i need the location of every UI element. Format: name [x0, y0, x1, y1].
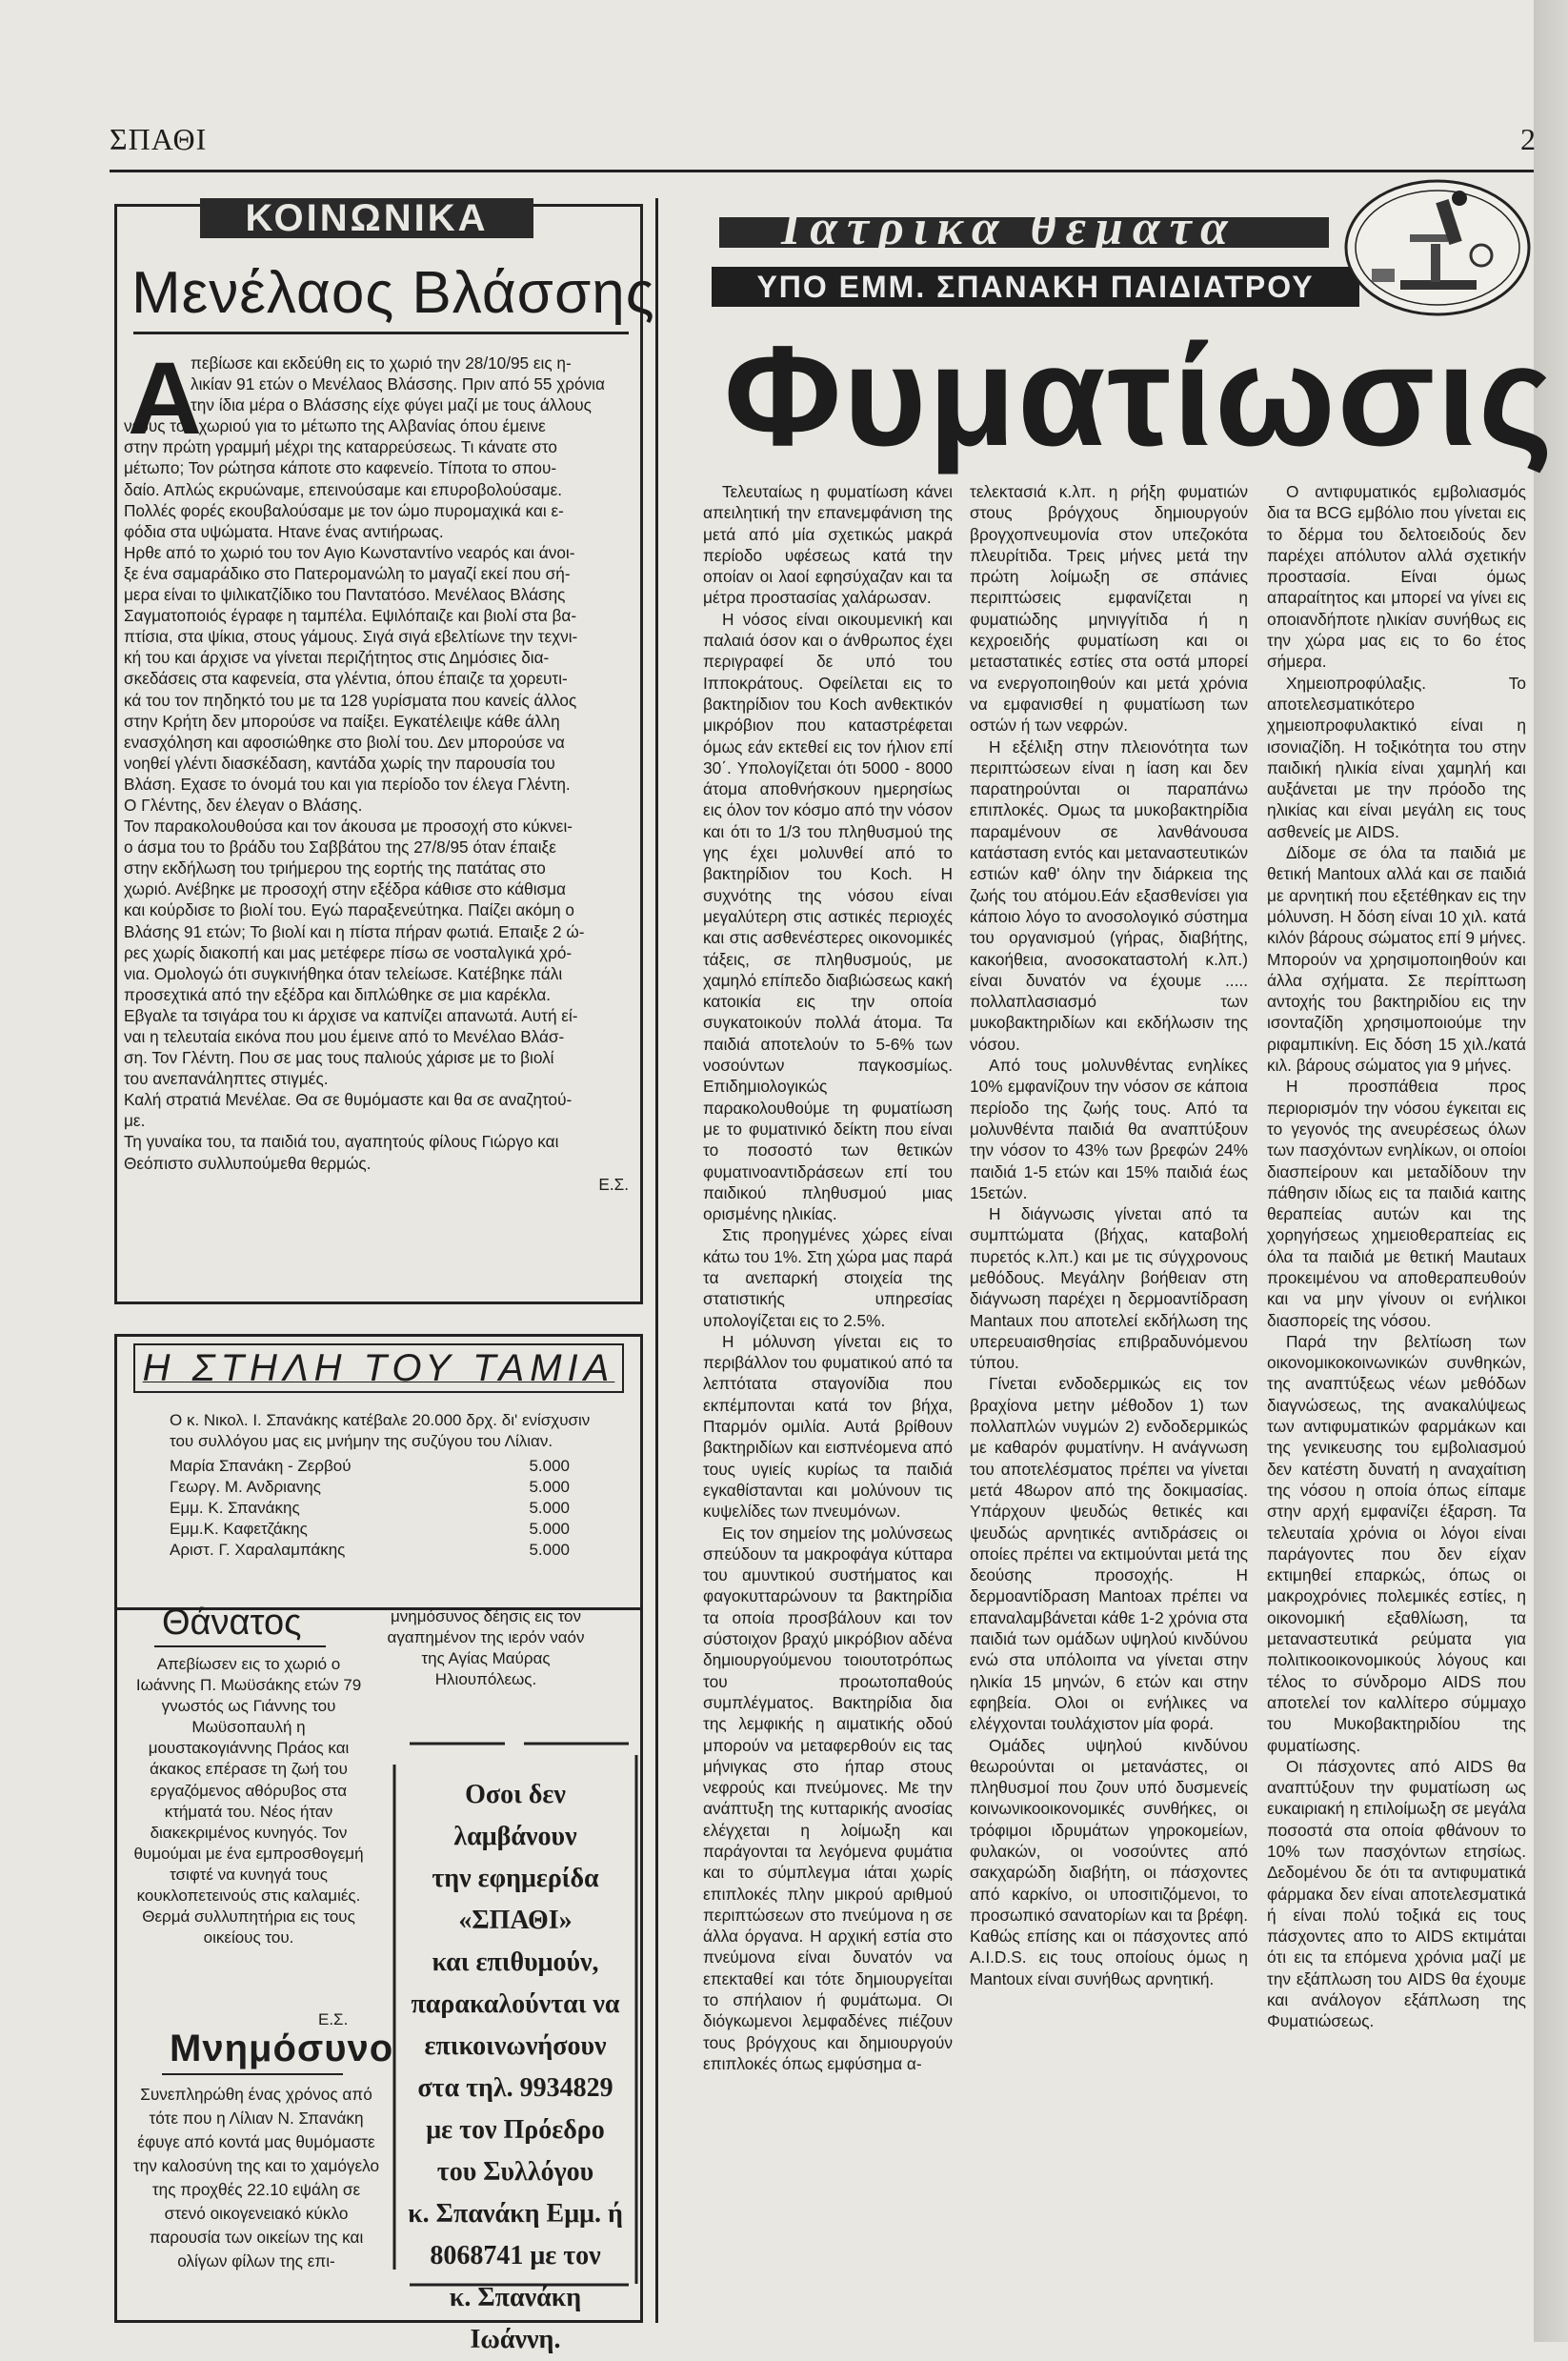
- article-paragraph: τελεκτασιά κ.λπ. η ρήξη φυματιών στους βρόγχους δημιουργούν βρογχοπνευμονία στον υπεζοκότα πλευρίτιδα. Τρεις μήνες μετά την πρώτη λοίμωξη σε σπάνιες περιπτώσεις εμφανίζεται η φυματιώδης μηνιγγίτιδα ή η κεχροειδής φυματίωση και οι μεταστατικές εστίες στα οστά μπορεί να ενεργοποιηθούν και μετά χρόνια να εμφανισθεί η φυματίωση των οστών ή των νεφρών.: [970, 482, 1248, 736]
- thanatos-text-continued: μνημόσυνος δέησις εις τον αγαπημένον της ιερόν ναόν της Αγίας Μαύρας Ηλιουπόλεως.: [387, 1607, 585, 1689]
- koinonika-line: ναι η τελευταία εικόνα που μου έμεινε από το Μενέλαο Βλάσ-: [124, 1027, 565, 1046]
- notice-line: κ. Σπανάκη: [449, 2283, 582, 2312]
- article-paragraph: Οι πάσχοντες από AIDS θα αναπτύξουν την φυματίωση ως ευκαιριακή η επιλοίμωξη σε μεγάλα ποσοστά στα οποία φθάνουν το 10% των πασχόντων ετησίως. Δεδομένου δε ότι τα αντιφυματικά φάρμακα δεν είναι αποτελεσματικά ή είναι πολύ τοξικά εις τους πάσχοντες απο το AIDS εκτιμάται ότι εις τα επόμενα χρόνια μαζί με την εξάπλωση του AIDS θα έχουμε και ανάλογον εξάπλωση της Φυματιώσεως.: [1267, 1756, 1526, 2031]
- koinonika-body: [124, 340, 638, 1195]
- donation-amount: 5.000: [529, 1520, 570, 1538]
- notice-line: «ΣΠΑΘΙ»: [458, 1906, 573, 1935]
- koinonika-line: κή του και άρχισε να γίνεται περιζήτητος στις Δημόσιες δια-: [124, 648, 550, 668]
- koinonika-line: Ηρθε από το χωριό του τον Αγιο Κωνσταντίνο νεαρός και άνοι-: [124, 542, 575, 562]
- title-underline: [133, 332, 629, 334]
- koinonika-line: Καλή στρατιά Μενέλαε. Θα σε θυμόμαστε και θα σε αναζητού-: [124, 1090, 573, 1110]
- drop-cap: Α: [128, 340, 202, 455]
- article-column-1: [703, 481, 953, 2074]
- donation-amount: 5.000: [529, 1541, 570, 1559]
- koinonika-line: μερα είναι το ψιλικατζίδικο του Παντατόσο. Μενέλαος Βλάσης: [124, 585, 566, 605]
- subscription-notice: [391, 1736, 640, 2354]
- koinonika-line: νοηθεί γλέντι διασκέδαση, καντάδα χωρίς την παρουσία του: [124, 753, 555, 773]
- donation-row: [170, 1519, 570, 1540]
- koinonika-line: Ο Γλέντης, δεν έλεγαν ο Βλάσης.: [124, 795, 363, 815]
- article-paragraph: Γίνεται ενδοδερμικώς εις τον βραχίονα μετην μέθοδον 1) των πολλαπλών νυγμών 2) ενδοδερμικώς με καθαρόν φυματίνην. Η ανάγνωση του αποτελέσματος πρέπει να γίνεται μετά 48ωρον από της δοκιμασίας. Υπάρχουν ψευδώς θετικές και ψευδώς αρνητικές αντιδράσεις οι οποίες πρέπει να εκτιμούνται μετά της δεούσης προσοχής. Η δερμοαντίδραση Mantoax πρέπει να επαναλαμβάνεται κάθε 1-2 χρόνια στα παιδιά των ομάδων υψηλού κινδύνου ενώ στα υπόλοιπα να γίνεται στην ηλικία 15 μηνών, 6 ετών και στην εφηβεία. Ολοι οι ενήλικες να ελέγχονται τουλάχιστον μία φορά.: [970, 1374, 1248, 1734]
- article-byline: ΥΠΟ ΕΜΜ. ΣΠΑΝΑΚΗ ΠΑΙΔΙΑΤΡΟΥ: [712, 267, 1359, 307]
- donor-name: Αριστ. Γ. Χαραλαμπάκης: [170, 1541, 346, 1559]
- header-rule: [110, 170, 1534, 172]
- article-column-2: [970, 481, 1248, 1989]
- koinonika-line: Σαγματοποιός έγραφε η ταμπέλα. Εψιλόπαιζε και βιολί στα βα-: [124, 606, 577, 626]
- koinonika-line: πεβίωσε και εκδεύθη εις το χωριό την 28/10/95 εις η-: [191, 353, 572, 373]
- notice-line: με τον Πρόεδρο: [426, 2115, 605, 2145]
- column-divider: [655, 198, 658, 2323]
- koinonika-line: ρες χωρίς διακοπή και μας μετέφερε πίσω σε νοσταλγικά χρό-: [124, 942, 573, 962]
- donation-amount: 5.000: [529, 1499, 570, 1517]
- koinonika-line: νια. Ομολογώ ότι συγκινήθηκα όταν τελείωσε. Κατέβηκε πάλι: [124, 963, 563, 983]
- article-paragraph: Δίδομε σε όλα τα παιδιά με θετική Mantoux αλλά και σε παιδιά με αρνητική που εξετέθηκαν εις την μόλυνση. Η δόση είναι 10 χιλ. κατά κιλόν βάρους σώματος επί 9 μήνες. Μπορούν να χρησιμοποιηθούν και άλλα σχήματα. Σε περίπτωση αντοχής του βακτηριδίου εις την ισονταζίδη χρησιμοποιούμε την ριφαμπικίνη. Εις δόση 15 χιλ./κατά κιλ. βάρους σώματος για 9 μήνες.: [1267, 843, 1526, 1076]
- donation-row: [170, 1540, 570, 1561]
- koinonika-line: Τον παρακολουθούσα και τον άκουσα με προσοχή στο κύκνει-: [124, 817, 573, 837]
- koinonika-signature: Ε.Σ.: [598, 1174, 629, 1194]
- koinonika-line: ο άσμα του το βράδυ του Σαββάτου της 27/8/95 όταν έπαιξε: [124, 837, 556, 858]
- mnimosyno-underline: [162, 2073, 343, 2075]
- koinonika-line: Τη γυναίκα του, τα παιδιά του, αγαπητούς φίλους Γιώργο και: [124, 1132, 559, 1152]
- koinonika-line: Θεόπιστο συλλυπούμεθα θερμώς.: [124, 1153, 372, 1173]
- koinonika-line: προσεχτικά από την εξέδρα και διπλώθηκε σε μια καρέκλα.: [124, 984, 552, 1004]
- donation-row: [170, 1498, 570, 1519]
- notice-line: του Συλλόγου: [436, 2157, 594, 2187]
- mnimosyno-title: Μνημόσυνο: [170, 2028, 394, 2069]
- article-column-3: [1267, 481, 1526, 2032]
- article-kicker: Ιατρικά θέματα: [781, 201, 1237, 255]
- koinonika-line: Βλάση. Εχασε το όνομά του και για περίοδο τον έλεγα Γλέντη.: [124, 774, 571, 794]
- notice-line: την εφημερίδα: [432, 1864, 599, 1893]
- notice-line: και επιθυμούν,: [432, 1947, 599, 1977]
- microscope-icon: [1343, 177, 1532, 318]
- notice-line: επικοινωνήσουν: [424, 2031, 607, 2061]
- notice-line: Οσοι δεν: [465, 1780, 566, 1809]
- notice-line: κ. Σπανάκη Εμμ. ή: [408, 2199, 623, 2229]
- koinonika-line: την ίδια μέρα ο Βλάσσης είχε φύγει μαζί με τους άλλους: [191, 395, 592, 415]
- koinonika-line: λικίαν 91 ετών ο Μενέλαος Βλάσσης. Πριν από 55 χρόνια: [191, 374, 605, 394]
- article-paragraph: Ομάδες υψηλού κινδύνου θεωρούνται οι μετανάστες, οι πληθυσμοί που ζουν υπό δυσμενείς κοινωνικοοικονομικές συνθήκες, οι τρόφιμοι ιδρυμάτων γηροκομείων, φυλακών, οι νοσούντες από σακχαρώδη διαβήτη, οι πάσχοντες από καρκίνο, οι υποσιτιζόμενοι, το προσωπικό σανατορίων και τα βρέφη. Καθώς επίσης και οι πάσχοντες από A.I.D.S. εις τους οποίους όμως η Mantoux είναι συνήθως αρνητική.: [970, 1735, 1248, 1988]
- donation-row: [170, 1456, 570, 1477]
- notice-line: στα τηλ. 9934829: [417, 2073, 613, 2103]
- donation-amount: 5.000: [529, 1478, 570, 1496]
- article-paragraph: Εις τον σημείον της μολύνσεως σπεύδουν τα μακροφάγα κύτταρα του αμυντικού συστήματος και φαγοκυτταρώνουν τα βακτηρίδια τα οποία προσβάλουν και τον σύστοιχον βραχύ μικρόβιον αδένα δημιουργούμενου τοιουτοτρόπως του προωτοπαθούς συμπλέγματος. Βακτηρίδια δια της λεμφικής η αιματικής οδού μπορούν να μεταφερθούν εις τας μήνιγκας στο ήπαρ στους νεφρούς και πνεύμονες. Με την ανάπτυξη της κυτταρικής ανοσίας ελέγχεται η λοίμωξη και παράγονται τα λεγόμενα φυμάτια και το σύμπλεγμα ιάται χωρίς επιπλοκές πλην μικρού αριθμού περιπτώσεων στο πνεύμονα η σε άλλα όργανα. Η αρχική εστία στο πνεύμονα είναι δυνατόν να επεκταθεί και τότε δημιουργείται το σπήλαιον ή φυμάτωμα. Οι διόγκωμενοι λεμφαδένες πιέζουν τους βρόγχους και δημιουργούν επιπλοκές όπως εμφύσημα α-: [703, 1523, 953, 2073]
- donor-name: Εμμ. Κ. Σπανάκης: [170, 1499, 300, 1517]
- koinonika-line: στην Κρήτη δεν μπορούσε να παίξει. Εγκατέλειψε κάθε άλλη: [124, 711, 560, 731]
- article-paragraph: Στις προηγμένες χώρες είναι κάτω του 1%. Στη χώρα μας παρά τα ανεπαρκή στοιχεία της στατιστικής υπηρεσίας υπολογίζεται εις το 2.5%.: [703, 1225, 953, 1330]
- thanatos-underline: [154, 1645, 326, 1647]
- koinonika-line: πτίσια, στα ψίκια, στους γάμους. Σιγά σιγά εβελτίωνε την τεχνι-: [124, 627, 578, 647]
- donation-list: [170, 1456, 570, 1561]
- article-paragraph: Χημειοπροφύλαξις. Το αποτελεσματικότερο χημειοπροφυλακτικό είναι η ισονιαζίδη. Η τοξικότητα του στην παιδική ηλικία είναι χαμηλή και αυξάνεται με την πρόοδο της ηλικίας και είναι μεγάλη εις τους ασθενείς με AIDS.: [1267, 673, 1526, 841]
- donor-name: Γεωργ. Μ. Ανδριανης: [170, 1478, 321, 1496]
- koinonika-line: του ανεπανάληπτες στιγμές.: [124, 1069, 329, 1089]
- koinonika-line: Εβγαλε τα τσιγάρα του κι άρχισε να καπνίζει απανωτά. Αυτή εί-: [124, 1005, 578, 1025]
- tamia-intro: Ο κ. Νικολ. Ι. Σπανάκης κατέβαλε 20.000 δρχ. δι' ενίσχυσιν του συλλόγου μας εις μνήμην της συζύγου του Λίλιαν.: [170, 1411, 591, 1450]
- notice-line: Ιωάννη.: [470, 2325, 561, 2354]
- koinonika-line: σκεδάσεις στα καφενεία, στα γλέντια, όπου έπαιζε τα χορευτι-: [124, 669, 568, 689]
- publication-name: ΣΠΑΘΙ: [110, 122, 208, 156]
- donation-amount: 5.000: [529, 1457, 570, 1475]
- article-paragraph: Ο αντιφυματικός εμβολιασμός δια τα BCG εμβόλιο που γίνεται εις το δέρμα του δελτοειδούς δεν παρέχει απόλυτον αλλά σχετικήν προστασία. Είναι όμως απαραίτητος και μπορεί να γίνει εις οποιανδήποτε ηλικίαν συνήθως εις την χώρα μας εις το 6ο έτος σήμερα.: [1267, 482, 1526, 672]
- notice-line: 8068741 με τον: [430, 2241, 601, 2270]
- donation-row: [170, 1477, 570, 1498]
- article-paragraph: Παρά την βελτίωση των οικονομικοκοινωνικών συνθηκών, της αναπτύξεως νέων μεθόδων διαγνώσεως, της ανακαλύψεως των αντιφυματικών φαρμάκων και της γενικευσης του εμβολιασμού δεν κατέστη δυνατή η αναχαίτιση της νόσου η οποία όπως είπαμε στην αρχή εμφανίζει έξαρση. Τα τελευταία χρόνια οι λόγοι είναι παράγοντες που δεν είχαν εκτιμηθεί επαρκώς, όπως οι μακροχρόνιες πολεμικές εστίες, η οικονομική εξαθλίωση, τα μεταναστευτικά ρεύματα για πολιτικοοικονομικούς λόγους και τέλος το σύνδρομο AIDS που αποτελεί τον καλλίτερο σύμμαχο του Μυκοβακτηριδίου της φυματίωσης.: [1267, 1331, 1526, 1755]
- koinonika-line: ση. Τον Γλέντη. Που σε μας τους παλιούς χάρισε με το βιολί: [124, 1048, 554, 1068]
- koinonika-line: χωριό. Ανέβηκε με προσοχή στην εξέδρα κάθισε στο κάθισμα: [124, 879, 566, 899]
- donor-name: Εμμ.Κ. Καφετζάκης: [170, 1520, 308, 1538]
- notice-text: [394, 1774, 636, 2361]
- section-banner: ΚΟΙΝΩΝΙΚΑ: [200, 198, 533, 238]
- koinonika-line: φόδια στα υψώματα. Ητανε ένας αντιήρωας.: [124, 521, 444, 541]
- article-paragraph: Η διάγνωσις γίνεται από τα συμπτώματα (βήχας, καταβολή πυρετός κ.λπ.) και με τις σύγχρονους μεθόδους. Μεγάλην βοήθειαν στη διάγνωση παρέχει η δερμοαντίδραση Mantaux που αποτελεί εκδήλωση της υπερευαισθησίας επιβραδυνόμενου τύπου.: [970, 1204, 1248, 1373]
- koinonika-line: ξε ένα σαμαράδικο στο Πατερομανώλη το μαγαζί εκεί που σή-: [124, 563, 571, 583]
- thanatos-text: Απεβίωσεν εις το χωριό ο Ιωάννης Π. Μωϋσάκης ετών 79 γνωστός ως Γιάννης του Μωϋσοπαυλή η μουστακογιάννης Πράος και άκακος επέρασε τη ζωή του εργαζόμενος αθόρυβος στα κτήματά του. Νέος ήταν διακεκριμένος κυνηγός. Τον θυμούμαι με ένα εμπροσθογεμή τσιφτέ να κυνηγά τους κουκλοπετεινούς στις καλαμιές. Θερμά συλλυπητήρια εις τους οικείους του.: [133, 1655, 364, 1947]
- article-paragraph: Η μόλυνση γίνεται εις το περιβάλλον του φυματικού από τα λεπτότατα σταγονίδια που εκπέμπονται κατά τον βήχα, Πταρμόν ομιλία. Αυτά βρίθουν βακτηριδίων και εισπνέομενα από τους υγιείς κυρίως τα παιδιά εγκαθίστανται και μολύνουν τις κυψελίδες των πνευμόνων.: [703, 1331, 953, 1522]
- koinonika-line: δαίο. Απλώς εκρυώναμε, επεινούσαμε και επυροβολούσαμε.: [124, 479, 563, 499]
- mnimosyno-text: Συνεπληρώθη ένας χρόνος από τότε που η Λίλιαν Ν. Σπανάκη έφυγε από κοντά μας θυμόμαστε την καλοσύνη της και το χαμόγελο της προχθές 22.10 εψάλη σε στενό οικογενειακό κύκλο παρουσία των οικείων της και ολίγων φίλων της επι-: [132, 2085, 380, 2270]
- koinonika-line: ενασχόληση και αφοσιώθηκε στο βιολί του. Δεν μπορούσε να: [124, 732, 565, 752]
- article-paragraph: Η προσπάθεια προς περιορισμόν την νόσου έγκειται εις το γεγονός της ανευρέσεως όλων των πασχόντων ενηλίκων, οι οποίοι διασπείρουν και μεταδίδουν την πάθησιν ιδίως εις τα παιδιά καιτης θεραπείας αυτών και της χορηγήσεως χημειοθεραπείας εις όλα τα παιδιά με θετική Mautaux προκειμένου να αποθεραπευθούν και να μην γίνουν οι ενήλικοι διασπορείς της νόσου.: [1267, 1077, 1526, 1330]
- koinonika-line: Βλάσης 91 ετών; Το βιολί και η πίστα πήραν φωτιά. Επαιξε 2 ώ-: [124, 921, 585, 941]
- koinonika-line: στην πρώτη γραμμή μέχρι της καταρρεύσεως. Τι κάνατε στο: [124, 437, 557, 457]
- notice-line: λαμβάνουν: [453, 1822, 577, 1851]
- koinonika-line: στην εκδήλωση του τριήμερου της εορτής της πατάτας στο: [124, 858, 546, 878]
- donor-name: Μαρία Σπανάκη - Ζερβού: [170, 1457, 352, 1475]
- page-number: 2: [1520, 122, 1536, 156]
- article-paragraph: Η εξέλιξη στην πλειονότητα των περιπτώσεων είναι η ίαση και δεν παρατηρούνται οι παραπάνω επιπλοκές. Ομως τα μυκοβακτηρίδια παραμένουν σε λανθάνουσα κατάσταση εντός και μεταναστευτικών εστιών καθ' όλην την διάρκεια της ζωής του ατόμου.Εάν εξασθενίσει για κάποιο λόγο το ανοσολογικό σύστημα του οργανισμού (γήρας, διαβήτης, κακοήθεια, ανοσοκαταστολή κ.λπ.) είναι δυνατόν να έχουμε ..... πολλαπλασιασμό των μυκοβακτηριδίων και εκδήλωσιν της νόσου.: [970, 737, 1248, 1054]
- article-title: Φυματίωσις: [724, 315, 1556, 475]
- koinonika-line: νέους του χωριού για το μέτωπο της Αλβανίας όπου έμεινε: [124, 416, 546, 436]
- koinonika-line: και κούρδισε το βιολί του. Εγώ παραξενεύτηκα. Παίζει ακόμη ο: [124, 900, 574, 920]
- article-paragraph: Από τους μολυνθέντας ενηλίκες 10% εμφανίζουν την νόσον σε κάποια περίοδο της ζωής τους. Από τα μολυνθέντα παιδιά θα αναπτύξουν την νόσον το 43% των βρεφών 24% παιδιά 1-5 ετών και 15% παιδιά έως 15ετών.: [970, 1056, 1248, 1202]
- notice-line: παρακαλούνται να: [411, 1989, 620, 2019]
- thanatos-title: Θάνατος: [162, 1603, 302, 1643]
- koinonika-line: Πολλές φορές εκουβαλούσαμε με τον ώμο πυρομαχικά και ε-: [124, 500, 564, 520]
- article-paragraph: Η νόσος είναι οικουμενική και παλαιά όσον και ο άνθρωπος έχει περιγραφεί δε υπό του Ιπποκράτους. Οφείλεται εις το βακτηρίδιον του Koch ανθεκτικόν μικρόβιον που καταστρέφεται όμως εάν εκτεθεί εις τον ήλιον επί 30΄. Υπολογίζεται ότι 5000 - 8000 άτομα αποθνήσκουν ημερησίως εις όλον τον κόσμο από την νόσον και ότι το 1/3 του πληθυσμού της γης έχει μολυνθεί από το βακτηρίδιον του Koch. Η συχνότης της νόσου είναι μεγαλύτερη στις αστικές περιοχές και στις ασθενέστερες οικονομικές τάξεις, σε πληθυσμούς, με χαμηλό επίπεδο διαβιώσεως κακή κατοικία εις την οποία συγκατοικούν πολλά άτομα. Τα παιδιά αποτελούν το 5-6% των νοσούντων παγκοσμίως. Επιδημιολογικώς παρακολουθούμε τη φυματίωση με το φυματινικό δείκτη που είναι το ποσοστό των θετικών φυματινοαντιδράσεων επί του παιδικού πληθυσμού μιας ορισμένης ηλικίας.: [703, 609, 953, 1224]
- thanatos-signature: Ε.Σ.: [318, 2010, 349, 2028]
- koinonika-line: μέτωπο; Τον ρώτησα κάποτε στο καφενείο. Τίποτα το σπου-: [124, 458, 557, 478]
- article-paragraph: Τελευταίως η φυματίωση κάνει απειλητική την επανεμφάνιση της μετά από μία σχετικώς μακρά περίοδο υφέσεως κατά την οποίαν οι λαοί εφησύχαζαν και τα μέτρα προστασίας χαλάρωσαν.: [703, 482, 953, 608]
- koinonika-title: Μενέλαος Βλάσσης: [131, 260, 655, 326]
- tamia-title: Η ΣΤΗΛΗ ΤΟΥ ΤΑΜΙΑ: [133, 1343, 624, 1393]
- koinonika-line: κά του τον πηδηκτό του με τα 128 γυρίσματα που κανείς άλλος: [124, 690, 577, 710]
- koinonika-line: με.: [124, 1111, 146, 1131]
